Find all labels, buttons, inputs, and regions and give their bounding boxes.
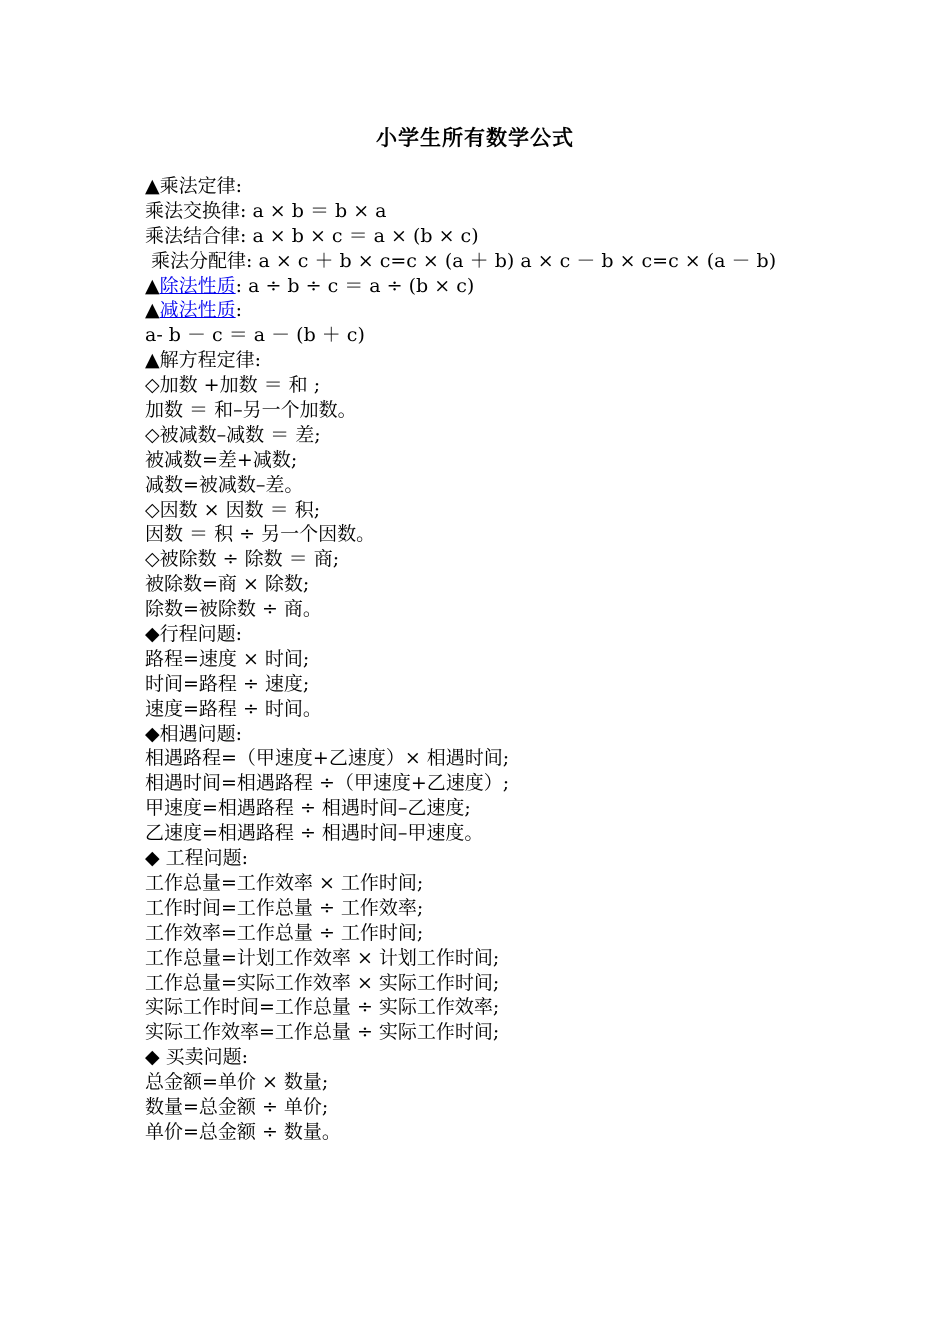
formula-line: 乘法交换律: a × b ＝ b × a bbox=[145, 199, 387, 222]
formula-line: 甲速度=相遇路程 ÷ 相遇时间–乙速度; bbox=[145, 797, 471, 820]
formula-line: 工作总量=实际工作效率 × 实际工作时间; bbox=[145, 971, 500, 994]
formula-line: ▲乘法定律: bbox=[145, 175, 243, 197]
formula-line: 工作总量=计划工作效率 × 计划工作时间; bbox=[145, 946, 500, 969]
formula-text: : a ÷ b ÷ c ＝ a ÷ (b × c) bbox=[235, 274, 475, 297]
formula-line: 速度=路程 ÷ 时间。 bbox=[145, 697, 322, 720]
formula-line: 乙速度=相遇路程 ÷ 相遇时间–甲速度。 bbox=[145, 822, 484, 845]
formula-line: ▲解方程定律: bbox=[145, 349, 262, 372]
formula-line: ◇被减数–减数 ＝ 差; bbox=[145, 423, 321, 446]
formula-line: 加数 ＝ 和–另一个加数。 bbox=[145, 399, 357, 422]
formula-line: 单价=总金额 ÷ 数量。 bbox=[145, 1120, 341, 1143]
formula-line: 相遇路程=（甲速度+乙速度）× 相遇时间; bbox=[145, 747, 510, 770]
formula-line: 因数 ＝ 积 ÷ 另一个因数。 bbox=[145, 523, 376, 546]
formula-line: 减数=被减数–差。 bbox=[145, 473, 304, 496]
section-link[interactable]: 减法性质 bbox=[159, 299, 236, 322]
formula-line: 时间=路程 ÷ 速度; bbox=[145, 672, 310, 695]
formula-line: ◆行程问题: bbox=[145, 623, 243, 646]
formula-line: 被减数=差+减数; bbox=[145, 448, 298, 471]
formula-line: 实际工作时间=工作总量 ÷ 实际工作效率; bbox=[145, 996, 500, 1019]
formula-text: : bbox=[235, 299, 243, 322]
formula-line bbox=[145, 274, 845, 299]
formula-line: ◇加数 +加数 ＝ 和 ; bbox=[145, 374, 321, 397]
formula-line: ◇因数 × 因数 ＝ 积; bbox=[145, 498, 321, 521]
formula-line: ◇被除数 ÷ 除数 ＝ 商; bbox=[145, 548, 340, 571]
formula-line: ◆ 工程问题: bbox=[145, 847, 249, 870]
formula-line: 相遇时间=相遇路程 ÷（甲速度+乙速度）; bbox=[145, 772, 510, 795]
formula-list bbox=[145, 174, 845, 1145]
formula-line: 工作总量=工作效率 × 工作时间; bbox=[145, 871, 424, 894]
formula-line: ◆相遇问题: bbox=[145, 722, 243, 745]
formula-line: 实际工作效率=工作总量 ÷ 实际工作时间; bbox=[145, 1021, 500, 1044]
formula-line: 工作时间=工作总量 ÷ 工作效率; bbox=[145, 896, 424, 919]
formula-line: 数量=总金额 ÷ 单价; bbox=[145, 1095, 329, 1118]
section-link[interactable]: 除法性质 bbox=[159, 274, 236, 297]
formula-line: 除数=被除数 ÷ 商。 bbox=[145, 598, 322, 621]
formula-line: 被除数=商 × 除数; bbox=[145, 573, 310, 596]
section-marker: ▲ bbox=[145, 274, 160, 297]
formula-line: 乘法分配律: a × c ＋ b × c=c × (a ＋ b) a × c － b × c=c × (a － b) bbox=[145, 249, 777, 272]
formula-line: 总金额=单价 × 数量; bbox=[145, 1071, 329, 1094]
formula-line: a- b － c ＝ a － (b ＋ c) bbox=[145, 324, 365, 347]
formula-line bbox=[145, 298, 845, 323]
formula-line: 乘法结合律: a × b × c ＝ a × (b × c) bbox=[145, 224, 479, 247]
formula-line: 工作效率=工作总量 ÷ 工作时间; bbox=[145, 921, 424, 944]
section-marker: ▲ bbox=[145, 299, 160, 322]
page-title: 小学生所有数学公式 bbox=[376, 126, 574, 150]
formula-line: 路程=速度 × 时间; bbox=[145, 647, 310, 670]
formula-line: ◆ 买卖问题: bbox=[145, 1046, 249, 1069]
